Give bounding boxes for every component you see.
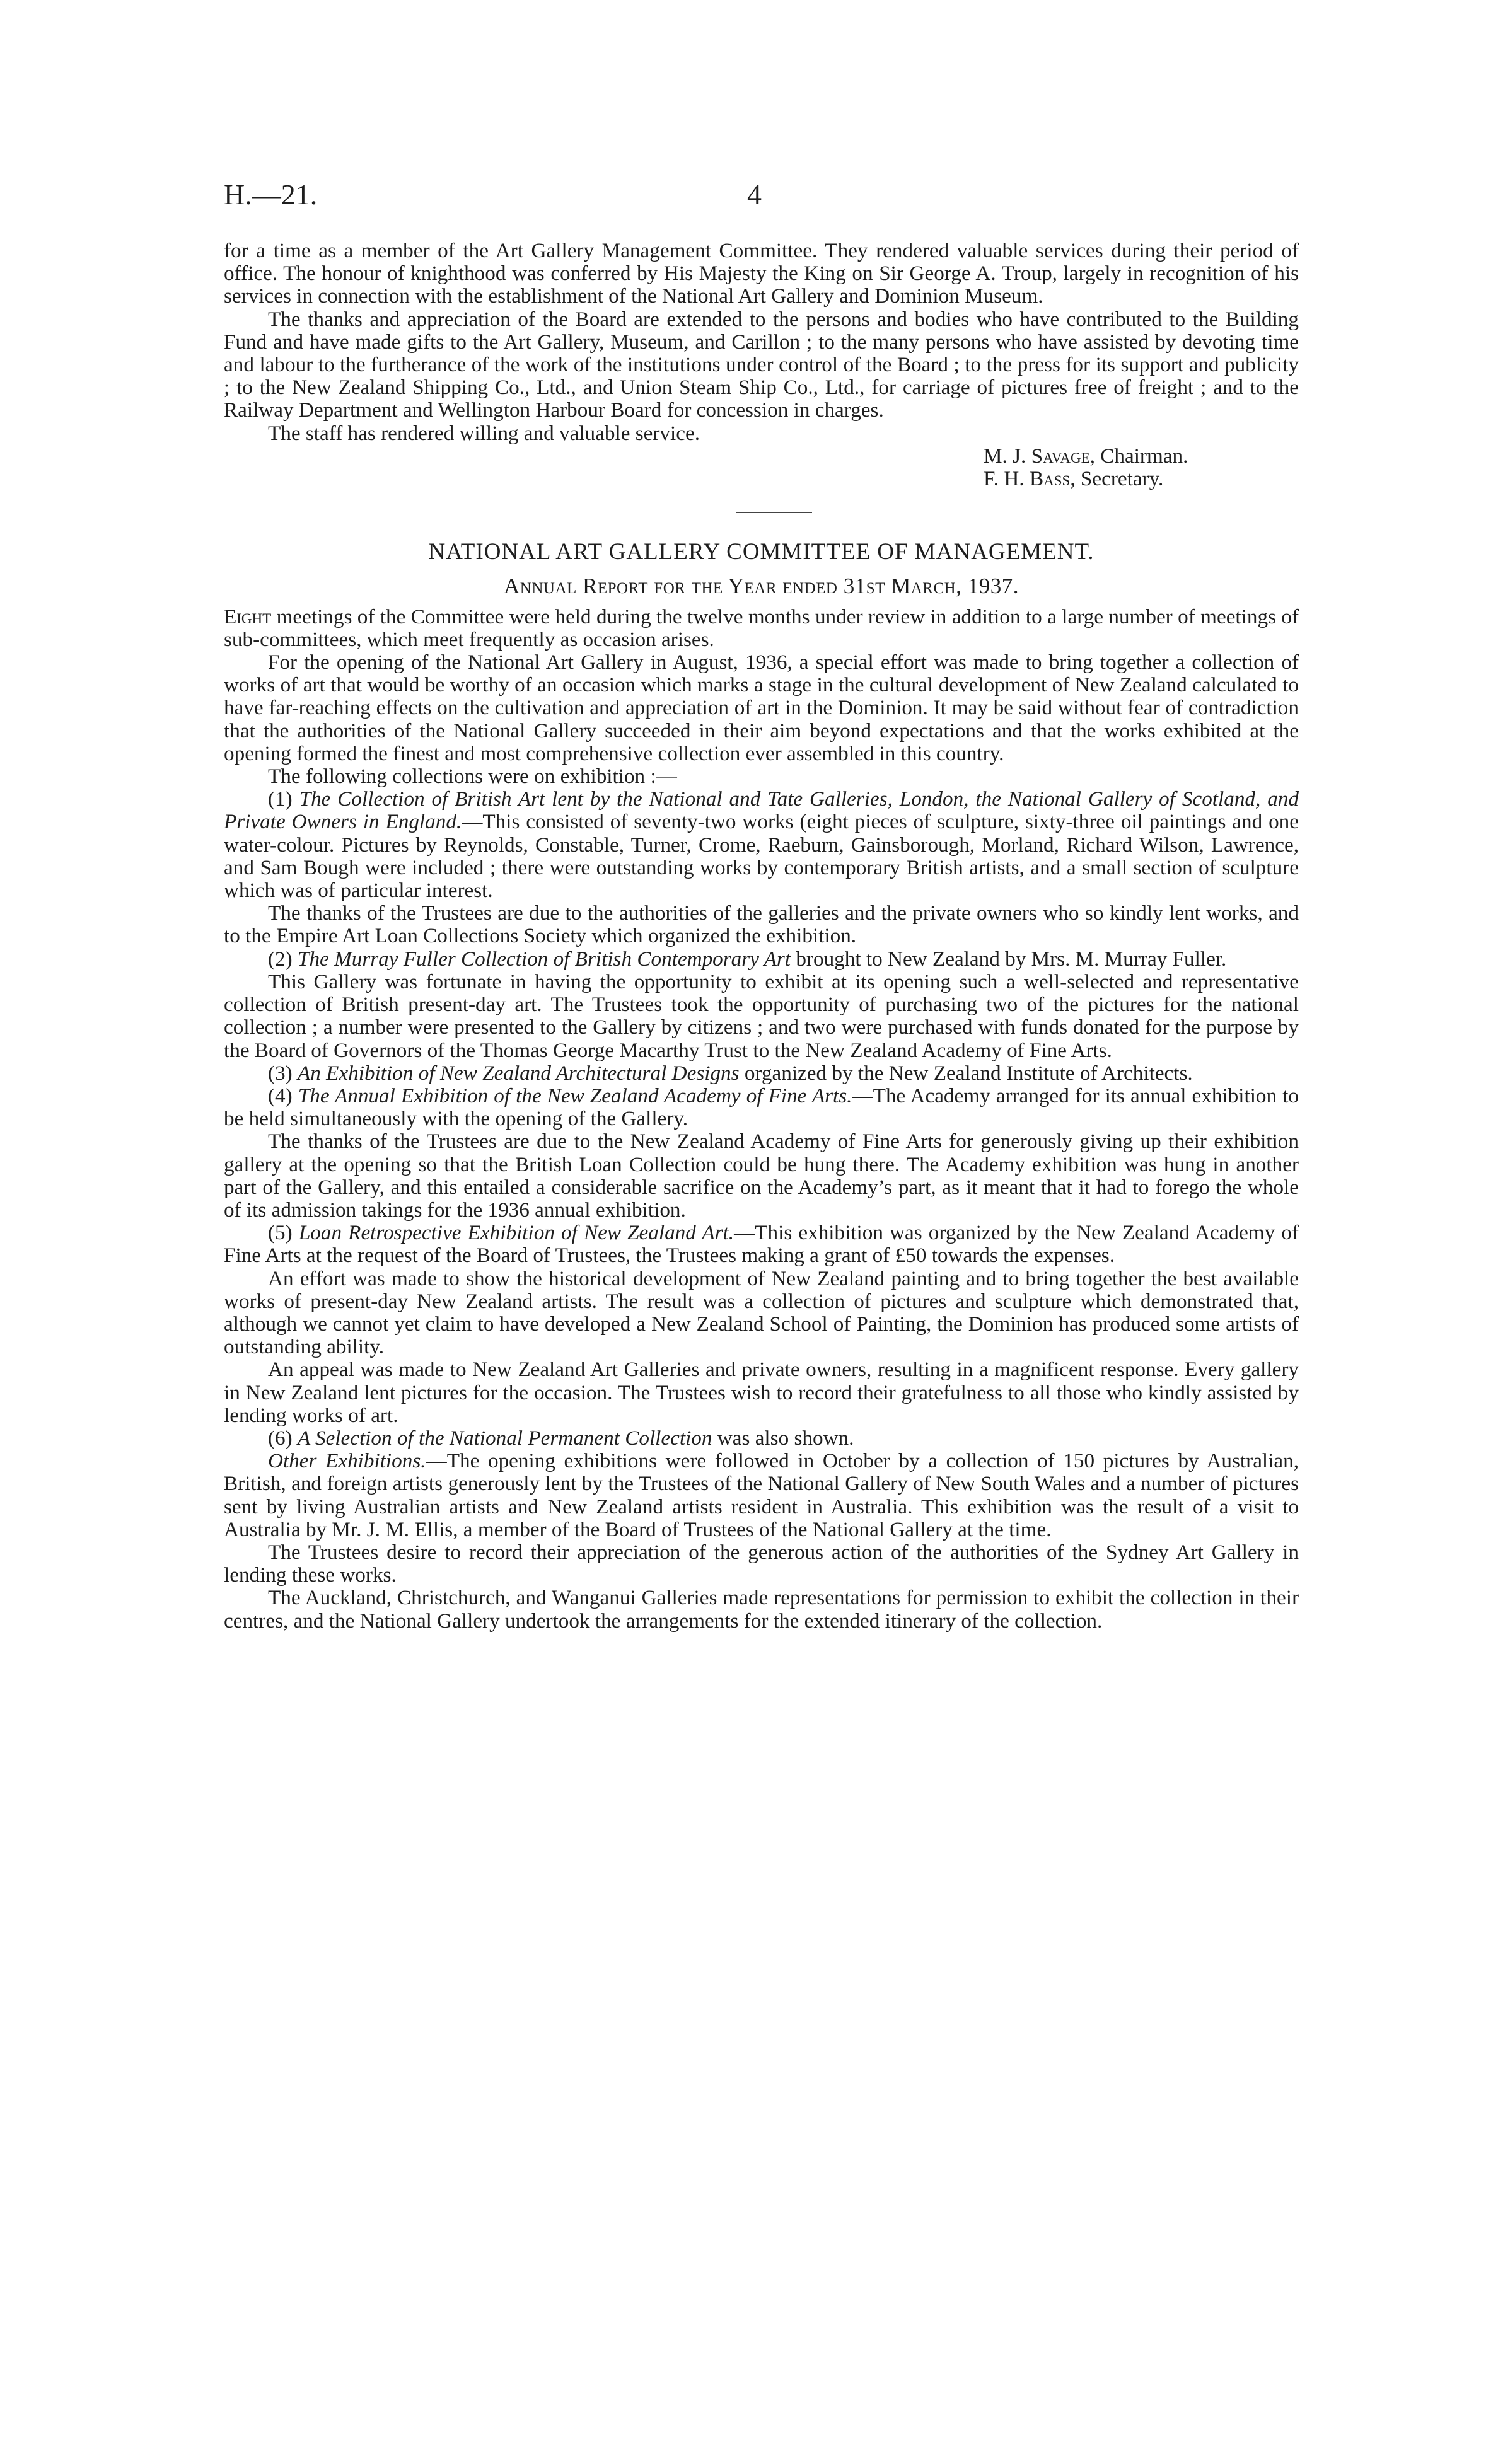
- page-header: [224, 178, 1296, 216]
- paragraph-collections-intro: The following collections were on exhibition :—: [268, 765, 677, 789]
- signature-secretary-name: Bass: [1029, 467, 1071, 491]
- signature-chairman-name: Savage: [1031, 444, 1090, 468]
- collection-item-5: (5) Loan Retrospective Exhibition of New Zealand Art.—This exhibition was organized by the New Zealand Academy of Fine Arts at the request of the Board of Trustees, the Trustees making a grant of £50 towards the expenses.: [224, 1221, 1299, 1268]
- signature-chairman-title: , Chairman.: [1089, 444, 1188, 468]
- page-body: [224, 240, 1299, 1633]
- paragraph-sydney: The Trustees desire to record their appreciation of the generous action of the authorities of the Sydney Art Gallery in lending these works.: [224, 1540, 1299, 1587]
- collection-item-1: (1) The Collection of British Art lent by the National and Tate Galleries, London, the National Gallery of Scotland, and Private Owners in England.—This consisted of seventy-two works (eight pieces of sculpture, sixty-three oil paintings and one water-colour. Pictures by Reynolds, Constable, Turner, Crome, Raeburn, Gainsborough, Morland, Richard Wilson, Lawrence, and Sam Bough were included ; there were outstanding works by contemporary British artists, and a small section of sculpture which was of particular interest.: [224, 787, 1299, 903]
- collection-item-5-title: Loan Retrospective Exhibition of New Zealand Art.: [298, 1221, 734, 1245]
- lead-word: Eight: [224, 604, 272, 628]
- paragraph-continuation: for a time as a member of the Art Gallery Management Committee. They rendered valuable services during their period of office. The honour of knighthood was conferred by His Majesty the King on Sir George A. Troup, largely in recognition of his services in connection with the establishment of the National Art Gallery and Dominion Museum.: [224, 239, 1299, 308]
- collection-item-6-title: A Selection of the National Permanent Collection: [298, 1426, 712, 1450]
- other-exhibitions-title: Other Exhibitions.: [268, 1449, 426, 1473]
- collection-item-2-title: The Murray Fuller Collection of British Contemporary Art: [298, 947, 791, 971]
- signature-secretary-title: , Secretary.: [1070, 467, 1164, 491]
- collection-item-2: (2) The Murray Fuller Collection of British Contemporary Art brought to New Zealand by Mrs. M. Murray Fuller.: [268, 947, 1227, 971]
- collection-item-1-title: The Collection of British Art lent by the National and Tate Galleries, London, the National Gallery of Scotland, and Private Owners in England.: [224, 787, 1299, 834]
- section-divider: [736, 512, 812, 513]
- paragraph-gallery-fortunate: This Gallery was fortunate in having the opportunity to exhibit at its opening such a well-selected and representative collection of British present-day art. The Trustees took the opportunity of purchasing two of the pictures for the national collection ; a number were presented to the Gallery by citizens ; and two were purchased with funds donated for the purpose by the Board of Governors of the Thomas George Macarthy Trust to the New Zealand Academy of Fine Arts.: [224, 969, 1299, 1062]
- paragraph-auckland: The Auckland, Christchurch, and Wanganui Galleries made representations for permission to exhibit the collection in their centres, and the National Gallery undertook the arrangements for the extended itinerary of the collection.: [224, 1586, 1299, 1633]
- paragraph-appeal: An appeal was made to New Zealand Art Galleries and private owners, resulting in a magnificent response. Every gallery in New Zealand lent pictures for the occasion. The Trustees wish to record their gratefulness to all those who kindly assisted by lending works of art.: [224, 1358, 1299, 1427]
- signature-secretary-initials: F. H.: [984, 467, 1025, 491]
- signature-chairman: [224, 445, 1299, 468]
- signature-secretary: [224, 468, 1299, 490]
- paragraph-opening: For the opening of the National Art Gallery in August, 1936, a special effort was made to bring together a collection of works of art that would be worthy of an occasion which marks a stage in the cultural development of New Zealand calculated to have far-reaching effects on the cultivation and appreciation of art in the Dominion. It may be said without fear of contradiction that the authorities of the National Gallery succeeded in their aim beyond expectations and that the works exhibited at the opening formed the finest and most comprehensive collection ever assembled in this country.: [224, 651, 1299, 765]
- collection-item-4-title: The Annual Exhibition of the New Zealand Academy of Fine Arts.: [298, 1084, 852, 1108]
- collection-item-3-title: An Exhibition of New Zealand Architectural Designs: [298, 1061, 740, 1085]
- paragraph-thanks-galleries: The thanks of the Trustees are due to the authorities of the galleries and the private owners who so kindly lent works, and to the Empire Art Loan Collections Society which organized the exhibition.: [224, 901, 1299, 948]
- collection-item-3: (3) An Exhibition of New Zealand Architectural Designs organized by the New Zealand Institute of Architects.: [268, 1061, 1193, 1085]
- paragraph-meetings: Eight meetings of the Committee were held during the twelve months under review in addition to a large number of meetings of sub-committees, which meet frequently as occasion arises.: [224, 604, 1299, 651]
- paragraph-effort: An effort was made to show the historical development of New Zealand painting and to bring together the best available works of present-day New Zealand artists. The result was a collection of pictures and sculpture which demonstrated that, although we cannot yet claim to have developed a New Zealand School of Painting, the Dominion has produced some artists of outstanding ability.: [224, 1266, 1299, 1359]
- committee-heading: NATIONAL ART GALLERY COMMITTEE OF MANAGEMENT.: [428, 539, 1094, 565]
- paragraph-thanks-academy: The thanks of the Trustees are due to the New Zealand Academy of Fine Arts for generously giving up their exhibition gallery at the opening so that the British Loan Collection could be hung there. The Academy exhibition was hung in another part of the Gallery, and this entailed a considerable sacrifice on the Academy’s part, as it meant that it had to forego the whole of its admission takings for the 1936 annual exhibition.: [224, 1130, 1299, 1222]
- page-number: 4: [747, 178, 762, 211]
- document-reference: H.—21.: [224, 178, 318, 211]
- report-subtitle: Annual Report for the Year ended 31st March, 1937.: [504, 574, 1019, 599]
- paragraph-other-exhibitions: Other Exhibitions.—The opening exhibitions were followed in October by a collection of 150 pictures by Australian, British, and foreign artists generously lent by the Trustees of the National Gallery of New South Wales and a number of pictures sent by living Australian artists and New Zealand artists resident in Australia. This exhibition was the result of a visit to Australia by Mr. J. M. Ellis, a member of the Board of Trustees of the National Gallery at the time.: [224, 1449, 1299, 1541]
- paragraph-staff: The staff has rendered willing and valuable service.: [268, 421, 700, 445]
- paragraph-thanks-board: The thanks and appreciation of the Board are extended to the persons and bodies who have contributed to the Building Fund and have made gifts to the Art Gallery, Museum, and Carillon ; to the many persons who have assisted by devoting time and labour to the furtherance of the work of the institutions under control of the Board ; to the press for its support and publicity ; to the New Zealand Shipping Co., Ltd., and Union Steam Ship Co., Ltd., for carriage of pictures free of freight ; and to the Railway Department and Wellington Harbour Board for concession in charges.: [224, 307, 1299, 422]
- collection-item-4: (4) The Annual Exhibition of the New Zealand Academy of Fine Arts.—The Academy arranged for its annual exhibition to be held simultaneously with the opening of the Gallery.: [224, 1084, 1299, 1131]
- collection-item-6: (6) A Selection of the National Permanent Collection was also shown.: [268, 1426, 854, 1450]
- signature-chairman-initials: M. J.: [984, 444, 1026, 468]
